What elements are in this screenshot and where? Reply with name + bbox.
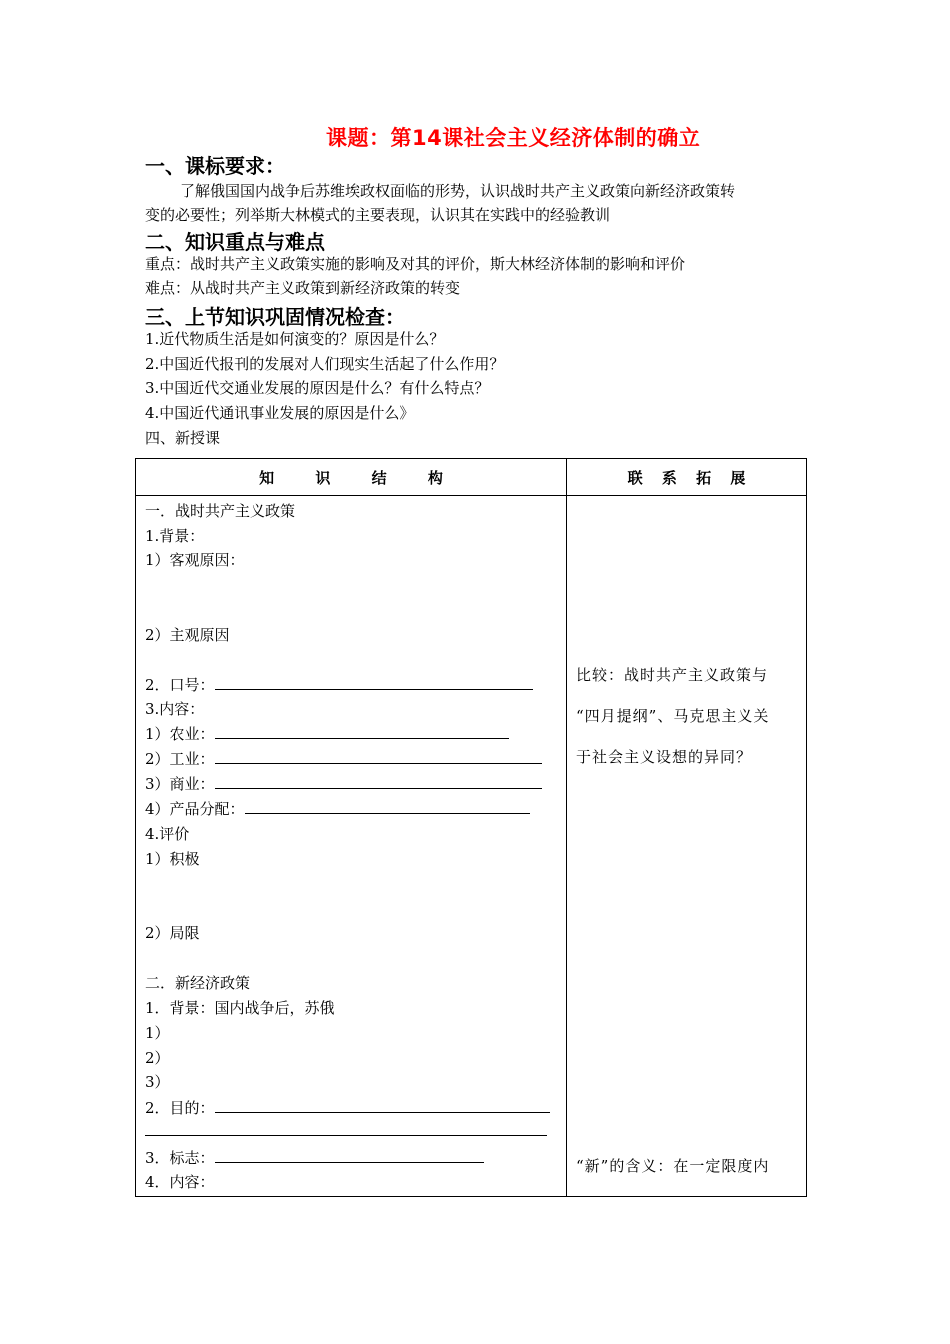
agriculture-label: 1）农业： xyxy=(145,725,215,743)
policy1-title: 一．战时共产主义政策 xyxy=(145,502,296,520)
commerce-label: 3）商业： xyxy=(145,775,215,793)
page-title: 课题：第14课社会主义经济体制的确立 xyxy=(326,126,701,150)
question-item: 3.中国近代交通业发展的原因是什么？有什么特点？ xyxy=(145,379,490,397)
distribution-blank[interactable] xyxy=(245,799,530,814)
difficult-point-text: 难点：从战时共产主义政策到新经济政策的转变 xyxy=(145,279,461,297)
mark-row xyxy=(145,1147,484,1168)
distribution-row xyxy=(145,798,530,819)
section3-heading: 三、上节知识巩固情况检查： xyxy=(145,305,405,329)
background-item-2: 2） xyxy=(145,1049,170,1067)
section1-text-line1: 了解俄国国内战争后苏维埃政权面临的形势，认识战时共产主义政策向新经济政策转 xyxy=(180,182,736,200)
background-item-3: 3） xyxy=(145,1073,170,1091)
background-item-1: 1） xyxy=(145,1024,170,1042)
section4-heading: 四、新授课 xyxy=(145,429,221,447)
purpose-label: 2．目的： xyxy=(145,1099,215,1117)
header-extension xyxy=(567,459,807,496)
question-item: 2.中国近代报刊的发展对人们现实生活起了什么作用？ xyxy=(145,355,505,373)
question-item: 1.近代物质生活是如何演变的？原因是什么？ xyxy=(145,330,445,348)
policy2-title: 二．新经济政策 xyxy=(145,974,251,992)
header-right-label: 联 系 拓 展 xyxy=(627,468,746,487)
slogan-label: 2．口号： xyxy=(145,676,215,694)
header-knowledge-structure xyxy=(136,459,567,496)
objective-reason-label: 1）客观原因： xyxy=(145,551,245,569)
background2-label: 1．背景：国内战争后，苏俄 xyxy=(145,999,335,1017)
positive-label: 1）积极 xyxy=(145,850,200,868)
commerce-row xyxy=(145,773,542,794)
purpose-blank-line2-row xyxy=(145,1121,547,1140)
section1-text-line2: 变的必要性；列举斯大林模式的主要表现，认识其在实践中的经验教训 xyxy=(145,206,611,224)
industry-row xyxy=(145,748,542,769)
distribution-label: 4）产品分配： xyxy=(145,800,245,818)
extension-cell xyxy=(567,496,807,1197)
commerce-blank[interactable] xyxy=(215,774,542,789)
slogan-row xyxy=(145,674,533,695)
purpose-blank-line2[interactable] xyxy=(145,1121,547,1136)
content2-label: 4．内容： xyxy=(145,1173,215,1191)
question-item: 4.中国近代通讯事业发展的原因是什么》 xyxy=(145,404,415,422)
slogan-blank[interactable] xyxy=(215,675,533,690)
section1-heading: 一、课标要求： xyxy=(145,154,285,178)
compare-line-3: 于社会主义设想的异同？ xyxy=(576,748,753,766)
header-left-label: 知 识 结 构 xyxy=(259,468,443,487)
key-point-text: 重点：战时共产主义政策实施的影响及对其的评价，斯大林经济体制的影响和评价 xyxy=(145,255,686,273)
industry-label: 2）工业： xyxy=(145,750,215,768)
subjective-reason-label: 2）主观原因 xyxy=(145,626,230,644)
mark-label: 3．标志： xyxy=(145,1149,215,1167)
industry-blank[interactable] xyxy=(215,749,542,764)
background-label: 1.背景： xyxy=(145,527,205,545)
evaluation-label: 4.评价 xyxy=(145,825,190,843)
knowledge-structure-cell xyxy=(136,496,567,1197)
compare-line-2: “四月提纲”、马克思主义关 xyxy=(576,707,770,725)
new-meaning-text: “新”的含义：在一定限度内 xyxy=(576,1157,770,1175)
lesson-table xyxy=(135,458,807,1197)
purpose-blank[interactable] xyxy=(215,1098,550,1113)
section2-heading: 二、知识重点与难点 xyxy=(145,230,325,254)
limitation-label: 2）局限 xyxy=(145,924,200,942)
purpose-row xyxy=(145,1097,550,1118)
agriculture-row xyxy=(145,723,509,744)
compare-line-1: 比较：战时共产主义政策与 xyxy=(576,666,769,684)
mark-blank[interactable] xyxy=(215,1148,484,1163)
content-label: 3.内容： xyxy=(145,700,205,718)
agriculture-blank[interactable] xyxy=(215,724,509,739)
